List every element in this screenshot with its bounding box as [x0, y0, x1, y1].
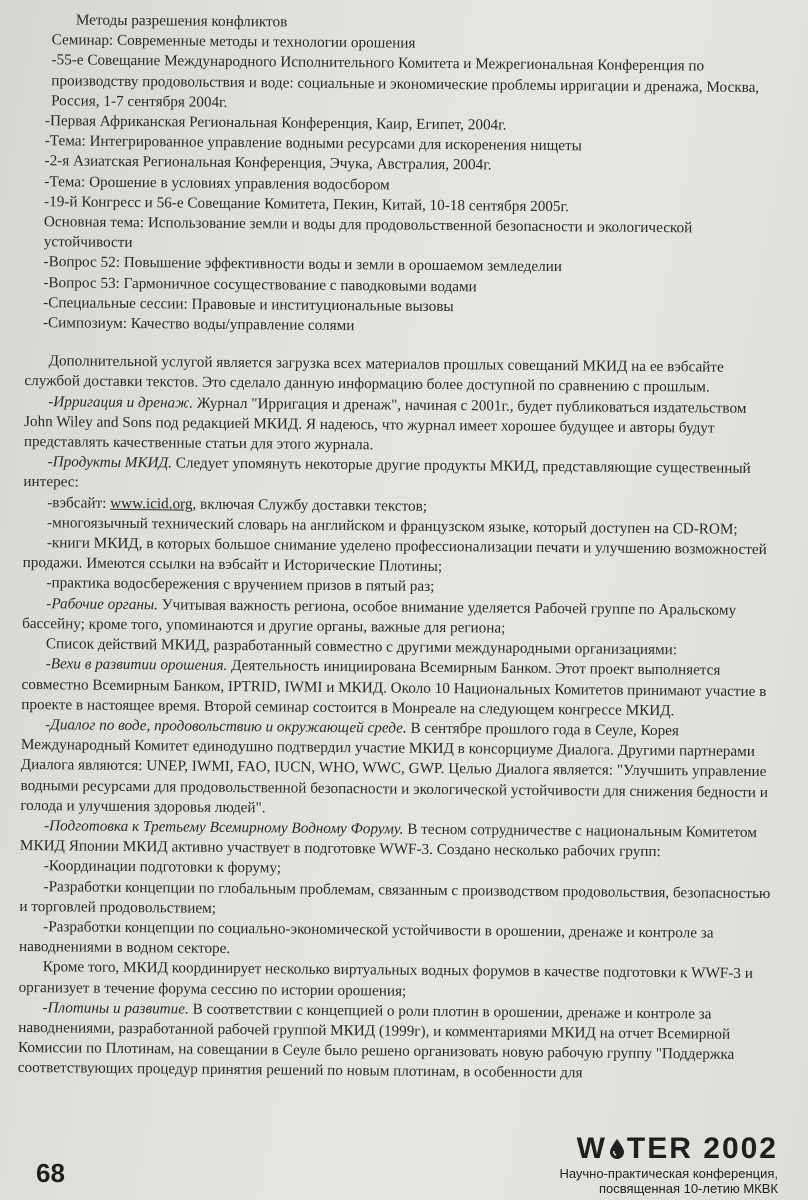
text-run: , включая Службу доставки текстов;: [192, 495, 428, 515]
logo-text-left: W: [576, 1132, 607, 1165]
text-paragraph: [19, 876, 771, 924]
text-run: -Симпозиум: Качество воды/управление солями: [42, 314, 355, 335]
text-run: -55-е Совещание Международного Исполнительного Комитета и Межрегиональная Конференция по производству продовольствия и воде: социальные и экономические проблемы ирригации и дренажа, Москва, Россия, 1-7 сентября 2004г.: [51, 51, 760, 111]
text-run: В сентябре прошлого года в Сеуле, Корея Международный Комитет единодушно подтвердил участие МКИД в консорциуме Диалога. Другими партнерами Диалога являются: UNEP, IWMI, FAO, IUCN, WHO, WWC, GWP. Целью Диалога является: "Улучшить управление водными ресурсами для продовольственной безопасности и экологической устойчивости для снижения бедности и голода и улучшения здоровья людей".: [20, 719, 768, 817]
text-run: Список действий МКИД, разработанный совместно с другими международными организациями:: [45, 635, 678, 659]
page-body-text: [18, 10, 780, 1086]
italic-heading: -Диалог по воде, продовольствию и окружающей среде.: [45, 716, 407, 737]
text-run: Журнал "Ирригация и дренаж", начиная с 2001г., будет публиковаться издательством John Wiley and Sons под редакцией МКИД. Я надеюсь, что журнал имеет хорошее будущее и авторы будут представлять качественные статьи для этого журнала.: [23, 394, 747, 454]
text-paragraph: [26, 212, 778, 260]
text-paragraph: [20, 715, 773, 823]
text-paragraph: [19, 917, 771, 965]
italic-heading: -Подготовка к Третьему Всемирному Водному Форуму.: [44, 817, 404, 838]
text-run: -Разработки концепции по глобальным проблемам, связанным с производством продовольствия, безопасностью и торговлей продовольствием;: [19, 877, 771, 917]
text-run: -2-я Азиатская Региональная Конференция, Эчука, Австралия, 2004г.: [44, 152, 492, 174]
page-number: 68: [36, 1158, 65, 1188]
text-run: Основная тема: Использование земли и воды для продовольственной безопасности и экологической устойчивости: [43, 213, 693, 252]
text-run: -Вопрос 52: Повышение эффективности воды и земли в орошаемом земледелии: [43, 253, 563, 276]
water-2002-logo: [559, 1132, 778, 1166]
text-run: -Разработки концепции по социально-экономической устойчивости в орошении, дренаже и контроле за наводнениями в водном секторе.: [18, 918, 714, 958]
text-paragraph: [24, 351, 776, 399]
text-paragraph: [20, 816, 772, 864]
text-paragraph: [22, 594, 774, 642]
italic-heading: -Плотины и развитие.: [42, 998, 189, 1018]
italic-heading: -Продукты МКИД.: [47, 453, 173, 472]
text-run: Следует упомянуть некоторые другие продукты МКИД, представляющие существенный интерес:: [23, 454, 751, 491]
text-run: -книги МКИД, в которых большое снимание уделено профессионализации печати и улучшению возможностей продажи. Имеются ссылки на вэбсайт и Исторические Плотины;: [22, 534, 767, 576]
text-run: -Вопрос 53: Гармоничное сосуществование с паводковыми водами: [43, 273, 477, 295]
text-run: Методы разрешения конфликтов: [75, 11, 288, 31]
text-run: В тесном сотрудничестве с национальным Комитетом МКИД Японии МКИД активно участвует в подготовке WWF-3. Создано несколько рабочих групп:: [19, 820, 757, 861]
text-run: -вэбсайт:: [47, 493, 111, 512]
text-run: Учитывая важность региона, особое внимание уделяется Рабочей группе по Аральскому бассейну; кроме того, упоминаются и другие органы, важные для региона;: [22, 595, 737, 637]
text-paragraph: [24, 392, 777, 460]
conference-subtitle-line-1: Научно-практическая конференция,: [559, 1166, 778, 1181]
logo-text-right: TER 2002: [626, 1132, 778, 1165]
website-link[interactable]: www.icid.org: [110, 494, 193, 513]
text-run: -Первая Африканская Региональная Конференция, Каир, Египет, 2004г.: [44, 112, 507, 134]
text-run: -Тема: Орошение в условиях управления водосбором: [44, 172, 390, 194]
text-run: -практика водосбережения с вручением призов в пятый раз;: [46, 574, 435, 596]
conference-subtitle-line-2: посвященная 10-летию МКВК: [599, 1181, 778, 1196]
text-run: Кроме того, МКИД координирует несколько виртуальных водных форумов в качестве подготовки к WWF-3 и организует в течение форума сессию по истории орошения;: [18, 958, 753, 1000]
text-paragraph: [27, 50, 780, 118]
italic-heading: -Вехи в развитии орошения.: [45, 655, 228, 675]
text-paragraph: [23, 533, 775, 581]
text-run: -многоязычный технический словарь на английском и французском языке, который доступен на CD-ROM;: [46, 514, 738, 538]
text-run: Семинар: Современные методы и технологии орошения: [51, 31, 416, 52]
text-run: -Координации подготовки к форуму;: [43, 857, 282, 877]
italic-heading: -Ирригация и дренаж.: [48, 392, 194, 412]
conference-branding: [559, 1132, 778, 1196]
text-paragraph: [19, 957, 771, 1005]
water-drop-icon: [607, 1134, 627, 1156]
text-run: -Тема: Интегрированное управление водными ресурсами для искоренения нищеты: [44, 132, 583, 155]
text-run: Дополнительной услугой является загрузка всех материалов прошлых совещаний МКИД на ее вэбсайте службой доставки текстов. Это сделало данную информацию более доступной по сравнению с прошлым.: [24, 352, 724, 397]
text-run: -19-й Конгресс и 56-е Совещание Комитета, Пекин, Китай, 10-18 сентября 2005г.: [44, 192, 569, 216]
text-paragraph: [18, 998, 771, 1086]
text-run: В соответствии с концепцией о роли плотин в орошении, дренаже и контроле за наводнениями, разработанной рабочей группой МКИД (1999г), и комментариями МКИД на отчет Всемирной Комиссии по Плотинам, на совещании в Сеуле было решено организовать новую рабочую группу "Поддержка соответствующих процедур принятия решений по новым плотинам, в особенности для: [17, 1000, 735, 1082]
italic-heading: -Рабочие органы.: [46, 594, 159, 613]
text-run: -Специальные сессии: Правовые и институциональные вызовы: [43, 294, 454, 315]
text-paragraph: [23, 452, 775, 500]
text-run: Деятельность инициирована Всемирным Банком. Этот проект выполняется совместно Всемирным Банком, IPTRID, IWMI и МКИД. Около 10 Национальных Комитетов принимают участие в проекте в настоящее время. Второй семинар состоится в Монреале на следующем конгрессе МКИД.: [21, 657, 767, 719]
text-paragraph: [21, 654, 774, 722]
